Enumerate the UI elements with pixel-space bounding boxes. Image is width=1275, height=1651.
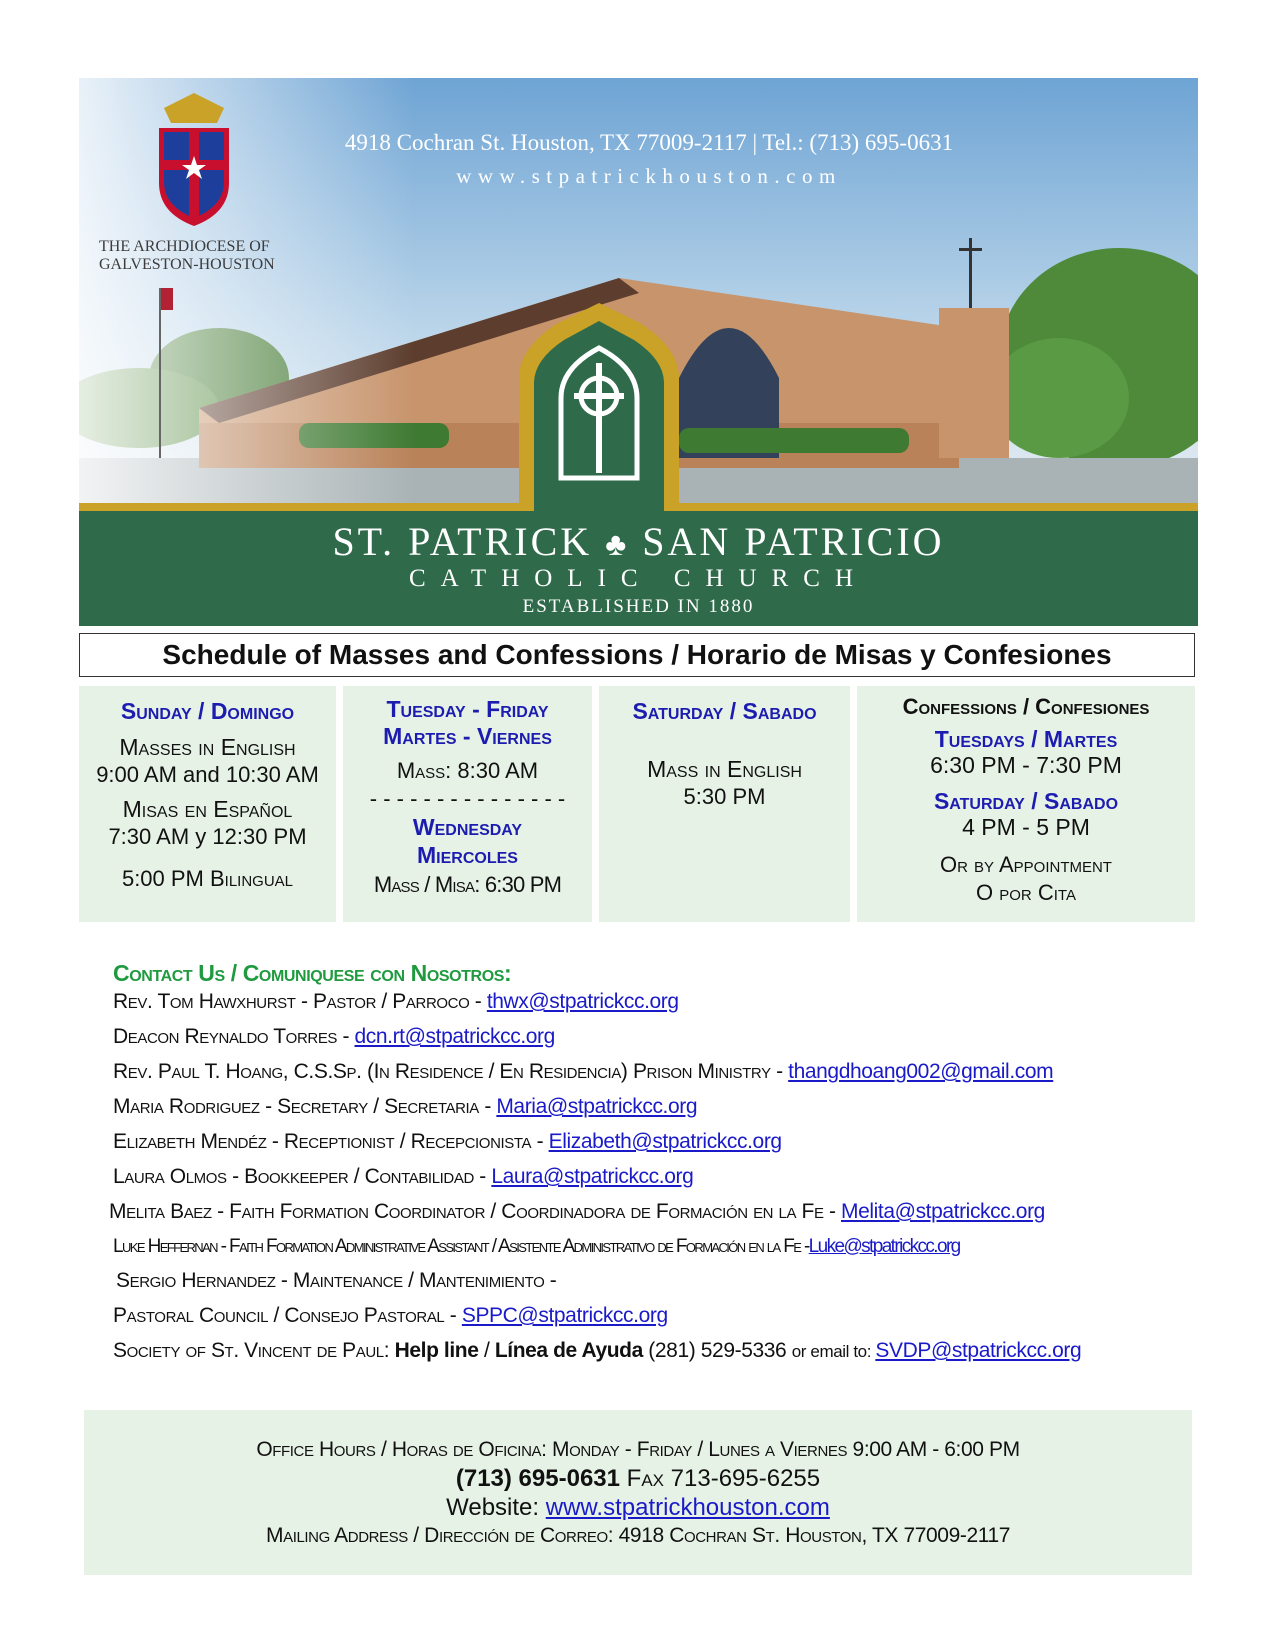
shamrock-icon: ♣ — [605, 526, 630, 562]
schedule-title: Schedule of Masses and Confessions / Horario de Misas y Confesiones — [79, 633, 1195, 677]
office-website-link[interactable]: www.stpatrickhouston.com — [545, 1494, 830, 1521]
contact-row — [113, 1234, 960, 1258]
contact-email-link[interactable]: Maria@stpatrickcc.org — [496, 1095, 698, 1118]
confessions-appointment-en: Or by Appointment — [940, 852, 1112, 877]
wednesday-heading-en: Wednesday — [412, 814, 523, 840]
weekday-mass: Mass: 8:30 AM — [396, 758, 539, 783]
weekday-heading-en: Tuesday - Friday — [386, 696, 549, 722]
church-name — [79, 518, 1198, 565]
sunday-english-label: Masses in English — [119, 734, 296, 760]
sunday-column — [79, 686, 336, 922]
wednesday-heading-es: Miercoles — [417, 842, 518, 868]
contact-email-link[interactable]: SPPC@stpatrickcc.org — [461, 1304, 668, 1327]
contact-row — [116, 1269, 556, 1293]
contact-email-link[interactable]: dcn.rt@stpatrickcc.org — [354, 1025, 555, 1048]
sunday-bilingual: 5:00 PM Bilingual — [121, 866, 294, 891]
saturday-heading: Saturday / Sabado — [632, 698, 817, 724]
contact-row — [113, 1060, 1053, 1084]
contact-person: Melita Baez - Faith Formation Coordinator / Coordinadora de Formación en la Fe - — [109, 1200, 842, 1223]
contact-email-link[interactable]: Melita@stpatrickcc.org — [841, 1200, 1045, 1223]
svdp-help-line: Help line — [394, 1339, 479, 1362]
svdp-prefix: Society of St. Vincent de Paul: — [113, 1339, 395, 1362]
church-name-right: SAN PATRICIO — [642, 519, 945, 564]
svdp-phone: (281) 529-5336 — [642, 1339, 792, 1362]
office-phone-row — [84, 1465, 1192, 1493]
office-fax: Fax 713-695-6255 — [619, 1465, 821, 1492]
saturday-mass-time: 5:30 PM — [683, 784, 766, 809]
archdiocese-crest-icon — [139, 88, 249, 228]
banner-address: 4918 Cochran St. Houston, TX 77009-2117 | Tel.: (713) 695-0631 — [344, 130, 954, 155]
contact-person: Rev. Tom Hawxhurst - Pastor / Parroco - — [113, 990, 487, 1013]
office-hours-label: Office Hours / Horas de Oficina: — [256, 1438, 547, 1461]
contact-person: Elizabeth Mendéz - Receptionist / Recepcionista - — [113, 1130, 549, 1153]
weekday-divider: - - - - - - - - - - - - - - - — [369, 786, 566, 811]
contact-person: Deacon Reynaldo Torres - — [113, 1025, 355, 1048]
contact-person: Pastoral Council / Consejo Pastoral - — [113, 1304, 462, 1327]
contact-row — [109, 1200, 1045, 1224]
office-info-box — [84, 1410, 1192, 1575]
contact-email-link[interactable]: Luke@stpatrickcc.org — [808, 1236, 960, 1257]
confessions-heading: Confessions / Confesiones — [902, 694, 1150, 719]
sunday-heading: Sunday / Domingo — [120, 698, 295, 724]
svdp-email-link[interactable]: SVDP@stpatrickcc.org — [875, 1339, 1082, 1362]
svdp-or-email: or email to: — [791, 1342, 876, 1361]
office-mailing-row — [84, 1524, 1192, 1548]
contact-row — [113, 990, 679, 1014]
archdiocese-line2: GALVESTON-HOUSTON — [99, 256, 275, 273]
contact-email-link[interactable]: Laura@stpatrickcc.org — [491, 1165, 694, 1188]
contact-email-link[interactable]: thwx@stpatrickcc.org — [486, 990, 679, 1013]
banner-website: www.stpatrickhouston.com — [456, 164, 842, 188]
sunday-spanish-label: Misas en Español — [122, 796, 293, 822]
contact-person: Rev. Paul T. Hoang, C.S.Sp. (In Residence / En Residencia) Prison Ministry - — [113, 1060, 789, 1083]
confessions-sat-time: 4 PM - 5 PM — [962, 814, 1090, 840]
contact-email-link[interactable]: Elizabeth@stpatrickcc.org — [548, 1130, 782, 1153]
contact-person: Luke Heffernan - Faith Formation Administrative Assistant / Asistente Administrativo de Formación en la Fe - — [113, 1236, 809, 1257]
confessions-column — [857, 686, 1195, 922]
church-established: ESTABLISHED IN 1880 — [522, 596, 755, 617]
contact-row — [113, 1130, 782, 1154]
contact-person: Maria Rodriguez - Secretary / Secretaria - — [113, 1095, 497, 1118]
wednesday-mass: Mass / Misa: 6:30 PM — [373, 872, 562, 897]
office-hours-value: Monday - Friday / Lunes a Viernes 9:00 AM - 6:00 PM — [546, 1438, 1020, 1461]
contact-person: Laura Olmos - Bookkeeper / Contabilidad - — [113, 1165, 492, 1188]
archdiocese-line1: THE ARCHDIOCESE OF — [99, 238, 270, 255]
office-mailing-label: Mailing Address / Dirección de Correo: — [266, 1524, 614, 1547]
church-banner — [79, 78, 1198, 626]
church-subtitle: CATHOLIC CHURCH — [408, 565, 869, 592]
svdp-linea: Línea de Ayuda — [494, 1339, 643, 1362]
confessions-appointment-es: O por Cita — [976, 880, 1076, 905]
contact-person: Sergio Hernandez - Maintenance / Mantenimiento - — [116, 1269, 557, 1292]
confessions-tue-heading: Tuesdays / Martes — [934, 726, 1118, 752]
office-hours — [84, 1438, 1192, 1462]
office-phone: (713) 695-0631 — [455, 1465, 620, 1492]
church-name-left: ST. PATRICK — [332, 519, 593, 564]
office-website-row — [84, 1494, 1192, 1522]
contact-row — [113, 1095, 697, 1119]
archdiocese-label — [99, 238, 309, 274]
saturday-mass-label: Mass in English — [647, 756, 802, 782]
contact-title: Contact Us / Comuniquese con Nosotros: — [113, 960, 512, 986]
contact-row — [113, 1304, 668, 1328]
office-website-label: Website: — [446, 1494, 546, 1521]
confessions-sat-heading: Saturday / Sabado — [933, 788, 1119, 814]
weekday-heading-es: Martes - Viernes — [383, 723, 552, 749]
contact-row — [113, 1165, 693, 1189]
office-mailing-value: 4918 Cochran St. Houston, TX 77009-2117 — [613, 1524, 1010, 1547]
svdp-separator: / — [478, 1339, 495, 1362]
sunday-english-times: 9:00 AM and 10:30 AM — [96, 762, 319, 787]
saturday-column — [599, 686, 850, 922]
confessions-tue-time: 6:30 PM - 7:30 PM — [930, 752, 1122, 778]
contact-email-link[interactable]: thangdhoang002@gmail.com — [788, 1060, 1054, 1083]
contact-row — [113, 1025, 555, 1049]
sunday-spanish-times: 7:30 AM y 12:30 PM — [108, 824, 307, 849]
weekday-column — [343, 686, 592, 922]
svdp-row — [113, 1339, 1081, 1363]
